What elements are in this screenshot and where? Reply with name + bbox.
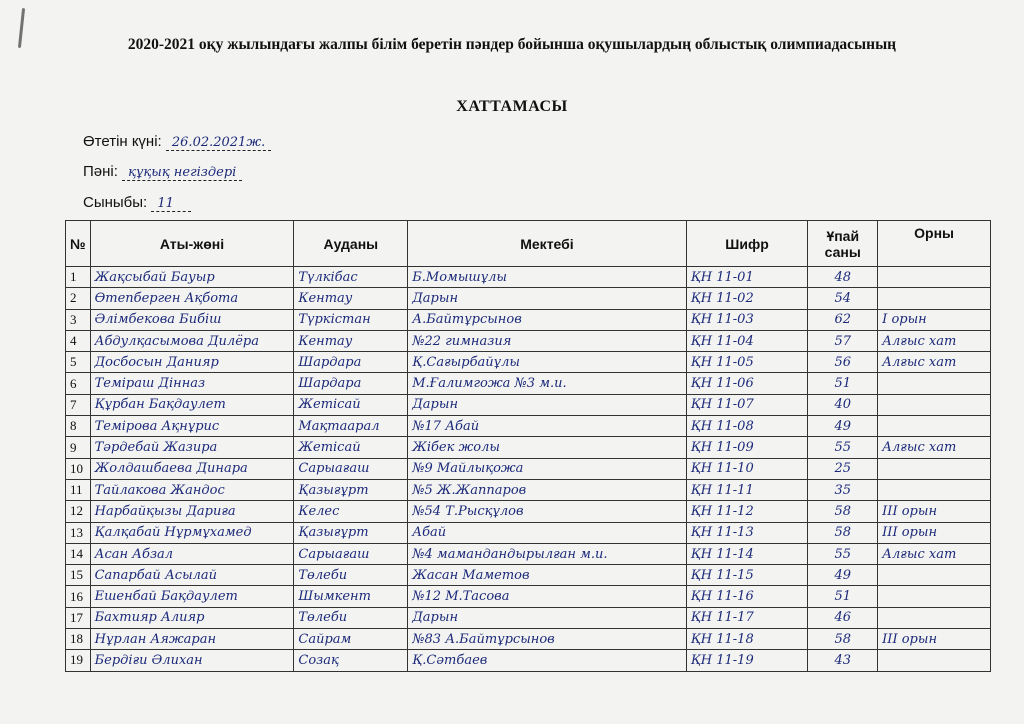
place-cell: [878, 267, 991, 288]
school-cell: Дарын: [408, 607, 686, 628]
place-cell: [878, 586, 991, 607]
row-number-cell: 15: [66, 565, 91, 586]
header-code: Шифр: [686, 221, 808, 267]
student-name-cell: Досбосын Данияр: [90, 352, 294, 373]
row-number-cell: 14: [66, 543, 91, 564]
district-cell: Кентау: [294, 330, 408, 351]
district-cell: Келес: [294, 501, 408, 522]
district-cell: Қазығұрт: [294, 479, 408, 500]
cipher-code-cell: ҚН 11-02: [686, 288, 808, 309]
cipher-code-cell: ҚН 11-14: [686, 543, 808, 564]
cipher-code-cell: ҚН 11-17: [686, 607, 808, 628]
score-cell: 48: [808, 267, 878, 288]
district-cell: Төлеби: [294, 565, 408, 586]
row-number-cell: 8: [66, 416, 91, 437]
score-cell: 58: [808, 629, 878, 650]
district-cell: Кентау: [294, 288, 408, 309]
cipher-code-cell: ҚН 11-08: [686, 416, 808, 437]
student-name-cell: Бердіғи Әлихан: [90, 650, 294, 671]
place-cell: [878, 607, 991, 628]
row-number-cell: 18: [66, 629, 91, 650]
school-cell: Абай: [408, 522, 686, 543]
student-name-cell: Әлімбекова Бибіш: [90, 309, 294, 330]
district-cell: Жетісай: [294, 437, 408, 458]
table-row: [66, 586, 991, 607]
table-row: [66, 501, 991, 522]
school-cell: Жібек жолы: [408, 437, 686, 458]
date-field: [83, 133, 271, 151]
district-cell: Мақтаарал: [294, 416, 408, 437]
school-cell: №12 М.Тасова: [408, 586, 686, 607]
score-cell: 35: [808, 479, 878, 500]
score-cell: 51: [808, 373, 878, 394]
school-cell: Дарын: [408, 394, 686, 415]
header-name: Аты-жөні: [90, 221, 294, 267]
table-row: [66, 629, 991, 650]
student-name-cell: Жолдашбаева Динара: [90, 458, 294, 479]
row-number-cell: 4: [66, 330, 91, 351]
grade-value: 11: [151, 196, 191, 212]
student-name-cell: Асан Абзал: [90, 543, 294, 564]
cipher-code-cell: ҚН 11-18: [686, 629, 808, 650]
row-number-cell: 17: [66, 607, 91, 628]
cipher-code-cell: ҚН 11-19: [686, 650, 808, 671]
school-cell: №5 Ж.Жаппаров: [408, 479, 686, 500]
student-name-cell: Темірова Ақнұрис: [90, 416, 294, 437]
cipher-code-cell: ҚН 11-03: [686, 309, 808, 330]
school-cell: Дарын: [408, 288, 686, 309]
row-number-cell: 6: [66, 373, 91, 394]
cipher-code-cell: ҚН 11-05: [686, 352, 808, 373]
place-cell: III орын: [878, 501, 991, 522]
place-cell: [878, 650, 991, 671]
table-row: [66, 373, 991, 394]
row-number-cell: 1: [66, 267, 91, 288]
subject-label: Пәні:: [83, 163, 118, 180]
cipher-code-cell: ҚН 11-06: [686, 373, 808, 394]
table-row: [66, 352, 991, 373]
student-name-cell: Абдулқасымова Дилёра: [90, 330, 294, 351]
row-number-cell: 9: [66, 437, 91, 458]
grade-label: Сыныбы:: [83, 194, 148, 211]
cipher-code-cell: ҚН 11-13: [686, 522, 808, 543]
district-cell: Жетісай: [294, 394, 408, 415]
student-name-cell: Өтепберген Ақбота: [90, 288, 294, 309]
student-name-cell: Ешенбай Бақдаулет: [90, 586, 294, 607]
score-cell: 57: [808, 330, 878, 351]
district-cell: Түркістан: [294, 309, 408, 330]
district-cell: Сарыағаш: [294, 458, 408, 479]
score-cell: 58: [808, 522, 878, 543]
student-name-cell: Бахтияр Алияр: [90, 607, 294, 628]
document-subtitle: ХАТТАМАСЫ: [456, 98, 568, 115]
document-title: 2020-2021 оқу жылындағы жалпы білім беретін пәндер бойынша оқушылардың облыстық олимпиадасының: [127, 36, 897, 53]
score-cell: 49: [808, 416, 878, 437]
school-cell: №83 А.Байтұрсынов: [408, 629, 686, 650]
score-cell: 46: [808, 607, 878, 628]
student-name-cell: Сапарбай Асылай: [90, 565, 294, 586]
place-cell: [878, 416, 991, 437]
district-cell: Шардара: [294, 373, 408, 394]
cipher-code-cell: ҚН 11-07: [686, 394, 808, 415]
header-place: Орны: [878, 221, 991, 267]
date-value: 26.02.2021ж.: [166, 135, 271, 151]
school-cell: №4 мамандандырылған м.и.: [408, 543, 686, 564]
score-cell: 56: [808, 352, 878, 373]
student-name-cell: Тайлакова Жандос: [90, 479, 294, 500]
score-cell: 40: [808, 394, 878, 415]
place-cell: III орын: [878, 522, 991, 543]
row-number-cell: 11: [66, 479, 91, 500]
table-row: [66, 650, 991, 671]
table-row: [66, 479, 991, 500]
table-row: [66, 522, 991, 543]
place-cell: [878, 394, 991, 415]
table-row: [66, 288, 991, 309]
grade-field: [83, 194, 191, 212]
row-number-cell: 5: [66, 352, 91, 373]
score-cell: 43: [808, 650, 878, 671]
table-row: [66, 416, 991, 437]
row-number-cell: 13: [66, 522, 91, 543]
table-row: [66, 267, 991, 288]
student-name-cell: Жақсыбай Бауыр: [90, 267, 294, 288]
district-cell: Төлеби: [294, 607, 408, 628]
table-row: [66, 607, 991, 628]
row-number-cell: 16: [66, 586, 91, 607]
score-cell: 62: [808, 309, 878, 330]
header-num: №: [66, 221, 91, 267]
subject-field: [83, 163, 242, 181]
row-number-cell: 2: [66, 288, 91, 309]
place-cell: [878, 479, 991, 500]
place-cell: [878, 458, 991, 479]
student-name-cell: Құрбан Бақдаулет: [90, 394, 294, 415]
student-name-cell: Нұрлан Аяжаран: [90, 629, 294, 650]
district-cell: Сарыағаш: [294, 543, 408, 564]
district-cell: Шардара: [294, 352, 408, 373]
row-number-cell: 19: [66, 650, 91, 671]
place-cell: I орын: [878, 309, 991, 330]
row-number-cell: 12: [66, 501, 91, 522]
cipher-code-cell: ҚН 11-10: [686, 458, 808, 479]
school-cell: Қ.Сағырбайұлы: [408, 352, 686, 373]
row-number-cell: 7: [66, 394, 91, 415]
student-name-cell: Тәрдебай Жазира: [90, 437, 294, 458]
district-cell: Созақ: [294, 650, 408, 671]
school-cell: Жасан Маметов: [408, 565, 686, 586]
results-table: [65, 220, 991, 672]
row-number-cell: 3: [66, 309, 91, 330]
score-cell: 58: [808, 501, 878, 522]
cipher-code-cell: ҚН 11-11: [686, 479, 808, 500]
table-header-row: [66, 221, 991, 267]
cipher-code-cell: ҚН 11-12: [686, 501, 808, 522]
school-cell: А.Байтұрсынов: [408, 309, 686, 330]
score-cell: 25: [808, 458, 878, 479]
subject-value: құқық негіздері: [122, 165, 242, 181]
district-cell: Шымкент: [294, 586, 408, 607]
student-name-cell: Теміраш Дінназ: [90, 373, 294, 394]
score-cell: 55: [808, 437, 878, 458]
cipher-code-cell: ҚН 11-04: [686, 330, 808, 351]
place-cell: Алғыс хат: [878, 437, 991, 458]
school-cell: №54 Т.Рысқұлов: [408, 501, 686, 522]
school-cell: Б.Момышұлы: [408, 267, 686, 288]
school-cell: Қ.Сәтбаев: [408, 650, 686, 671]
school-cell: №22 гимназия: [408, 330, 686, 351]
district-cell: Сайрам: [294, 629, 408, 650]
header-district: Ауданы: [294, 221, 408, 267]
place-cell: Алғыс хат: [878, 543, 991, 564]
cipher-code-cell: ҚН 11-15: [686, 565, 808, 586]
table-row: [66, 437, 991, 458]
cipher-code-cell: ҚН 11-09: [686, 437, 808, 458]
header-score: Ұпай саны: [808, 221, 878, 267]
school-cell: М.Ғалимгожа №3 м.и.: [408, 373, 686, 394]
score-cell: 54: [808, 288, 878, 309]
date-label: Өтетін күні:: [83, 133, 162, 150]
table-row: [66, 309, 991, 330]
score-cell: 51: [808, 586, 878, 607]
place-cell: [878, 288, 991, 309]
table-row: [66, 565, 991, 586]
place-cell: [878, 565, 991, 586]
student-name-cell: Қалқабай Нұрмұхамед: [90, 522, 294, 543]
score-cell: 49: [808, 565, 878, 586]
school-cell: №9 Майлықожа: [408, 458, 686, 479]
cipher-code-cell: ҚН 11-16: [686, 586, 808, 607]
header-school: Мектебі: [408, 221, 686, 267]
table-row: [66, 458, 991, 479]
place-cell: Алғыс хат: [878, 352, 991, 373]
place-cell: III орын: [878, 629, 991, 650]
row-number-cell: 10: [66, 458, 91, 479]
place-cell: [878, 373, 991, 394]
district-cell: Қазығұрт: [294, 522, 408, 543]
student-name-cell: Нарбайқызы Дариға: [90, 501, 294, 522]
table-row: [66, 394, 991, 415]
district-cell: Түлкібас: [294, 267, 408, 288]
table-row: [66, 543, 991, 564]
place-cell: Алғыс хат: [878, 330, 991, 351]
table-row: [66, 330, 991, 351]
school-cell: №17 Абай: [408, 416, 686, 437]
score-cell: 55: [808, 543, 878, 564]
cipher-code-cell: ҚН 11-01: [686, 267, 808, 288]
